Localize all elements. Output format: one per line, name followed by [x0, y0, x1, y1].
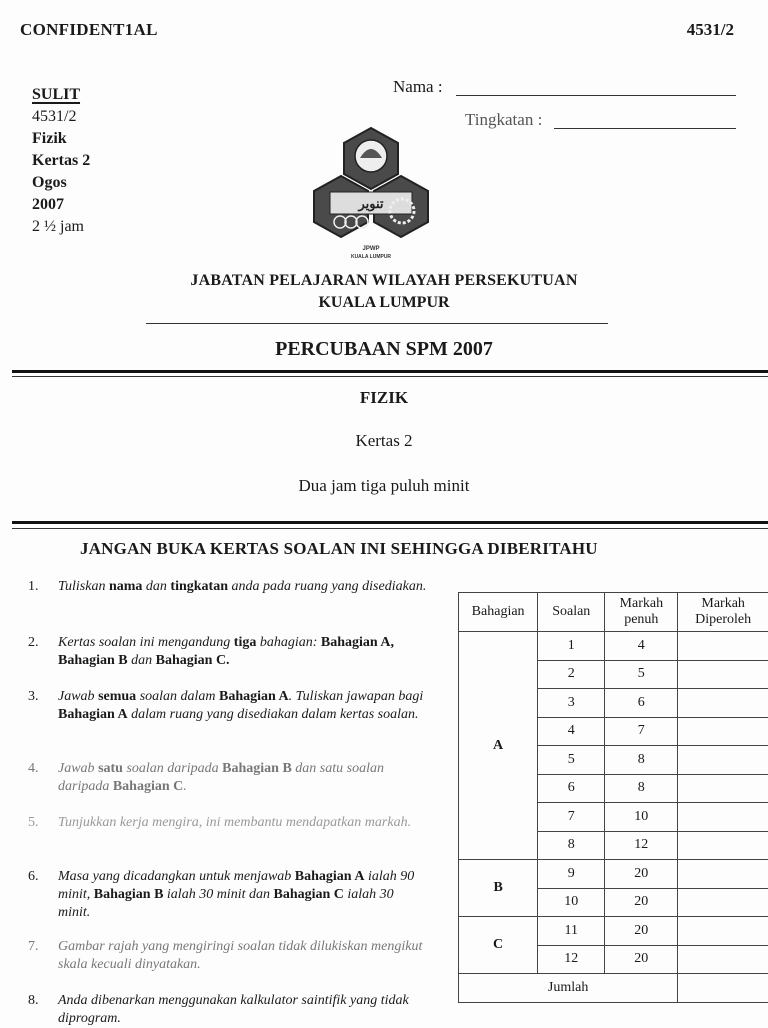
divider [12, 528, 768, 529]
exam-title: PERCUBAAN SPM 2007 [0, 338, 768, 361]
instruction-number: 2. [28, 634, 39, 652]
question-number: 10 [538, 888, 605, 917]
full-marks: 7 [605, 717, 678, 746]
obtained-marks-cell[interactable] [678, 746, 768, 775]
meta-paper: Kertas 2 [32, 150, 90, 172]
svg-text:ﺗﻨﻮﯾﺮ: ﺗﻨﻮﯾﺮ [357, 196, 383, 212]
instruction-number: 8. [28, 992, 39, 1010]
instruction-number: 5. [28, 814, 39, 832]
total-row [459, 974, 768, 1003]
full-marks: 8 [605, 746, 678, 775]
instruction-text: Tuliskan nama dan tingkatan anda pada ruang yang disediakan. [58, 578, 428, 596]
full-marks: 8 [605, 774, 678, 803]
instruction-number: 6. [28, 868, 39, 886]
instruction-text: Gambar rajah yang mengiringi soalan tidak dilukiskan mengikut skala kecuali dinyatakan. [58, 938, 428, 974]
meta-code: 4531/2 [32, 106, 90, 128]
obtained-marks-cell[interactable] [678, 917, 768, 946]
instruction-text: Jawab satu soalan daripada Bahagian B dan satu soalan daripada Bahagian C. [58, 760, 428, 796]
section-label: C [459, 917, 538, 974]
paper-meta [32, 84, 90, 238]
question-number: 2 [538, 660, 605, 689]
divider [12, 521, 768, 524]
question-number: 8 [538, 831, 605, 860]
full-marks: 20 [605, 945, 678, 974]
obtained-marks-cell[interactable] [678, 945, 768, 974]
column-header: Markah penuh [605, 593, 678, 632]
meta-subject: Fizik [32, 128, 90, 150]
sulit-label: SULIT [32, 84, 90, 106]
full-marks: 10 [605, 803, 678, 832]
full-marks: 20 [605, 917, 678, 946]
table-row [459, 632, 768, 661]
subject-title: FIZIK [0, 388, 768, 408]
obtained-marks-cell[interactable] [678, 632, 768, 661]
obtained-marks-cell[interactable] [678, 888, 768, 917]
logo-caption-bottom: KUALA LUMPUR [351, 254, 391, 260]
section-label: B [459, 860, 538, 917]
obtained-marks-cell[interactable] [678, 774, 768, 803]
column-header: Bahagian [459, 593, 538, 632]
instruction-text: Kertas soalan ini mengandung tiga bahagian: Bahagian A, Bahagian B dan Bahagian C. [58, 634, 428, 670]
nama-label: Nama : [393, 77, 443, 97]
total-label: Jumlah [459, 974, 678, 1003]
full-marks: 6 [605, 689, 678, 718]
divider [146, 323, 608, 324]
duration-text: Dua jam tiga puluh minit [0, 476, 768, 496]
divider [12, 370, 768, 373]
table-row [459, 917, 768, 946]
question-number: 1 [538, 632, 605, 661]
question-number: 6 [538, 774, 605, 803]
question-number: 4 [538, 717, 605, 746]
instruction-text: Jawab semua soalan dalam Bahagian A. Tuliskan jawapan bagi Bahagian A dalam ruang yang disediakan dalam kertas soalan. [58, 688, 428, 724]
tingkatan-label: Tingkatan : [465, 110, 542, 130]
instruction-text: Masa yang dicadangkan untuk menjawab Bahagian A ialah 90 minit, Bahagian B ialah 30 minit dan Bahagian C ialah 30 minit. [58, 868, 428, 922]
instruction-number: 3. [28, 688, 39, 706]
instruction-number: 7. [28, 938, 39, 956]
department-city: KUALA LUMPUR [0, 294, 768, 312]
question-number: 3 [538, 689, 605, 718]
meta-month: Ogos [32, 172, 90, 194]
full-marks: 20 [605, 888, 678, 917]
table-header-row [459, 593, 768, 632]
obtained-marks-cell[interactable] [678, 831, 768, 860]
table-row [459, 860, 768, 889]
meta-year: 2007 [32, 194, 90, 216]
question-number: 7 [538, 803, 605, 832]
total-obtained-cell[interactable] [678, 974, 768, 1003]
meta-duration: 2 ½ jam [32, 216, 90, 238]
section-label: A [459, 632, 538, 860]
full-marks: 12 [605, 831, 678, 860]
instruction-text: Tunjukkan kerja mengira, ini membantu mendapatkan markah. [58, 814, 428, 832]
obtained-marks-cell[interactable] [678, 660, 768, 689]
obtained-marks-cell[interactable] [678, 803, 768, 832]
confidential-label: CONFIDENT1AL [20, 20, 158, 40]
obtained-marks-cell[interactable] [678, 689, 768, 718]
instruction-number: 4. [28, 760, 39, 778]
obtained-marks-cell[interactable] [678, 717, 768, 746]
question-number: 12 [538, 945, 605, 974]
crest-shape [314, 128, 428, 237]
divider [12, 376, 768, 377]
marks-table [458, 592, 768, 1003]
department-name: JABATAN PELAJARAN WILAYAH PERSEKUTUAN [0, 272, 768, 290]
question-number: 9 [538, 860, 605, 889]
column-header: Markah Diperoleh [678, 593, 768, 632]
tingkatan-field[interactable] [554, 128, 736, 129]
column-header: Soalan [538, 593, 605, 632]
logo-caption-top: JPWP [362, 246, 379, 252]
instruction-text: Anda dibenarkan menggunakan kalkulator saintifik yang tidak diprogram. [58, 992, 428, 1028]
jpwp-crest-icon [300, 118, 442, 262]
nama-field[interactable] [456, 95, 736, 96]
question-number: 11 [538, 917, 605, 946]
obtained-marks-cell[interactable] [678, 860, 768, 889]
warning-text: JANGAN BUKA KERTAS SOALAN INI SEHINGGA DIBERITAHU [80, 539, 598, 559]
full-marks: 4 [605, 632, 678, 661]
paper-code: 4531/2 [687, 20, 734, 40]
full-marks: 20 [605, 860, 678, 889]
instruction-number: 1. [28, 578, 39, 596]
full-marks: 5 [605, 660, 678, 689]
question-number: 5 [538, 746, 605, 775]
paper-title: Kertas 2 [0, 431, 768, 451]
